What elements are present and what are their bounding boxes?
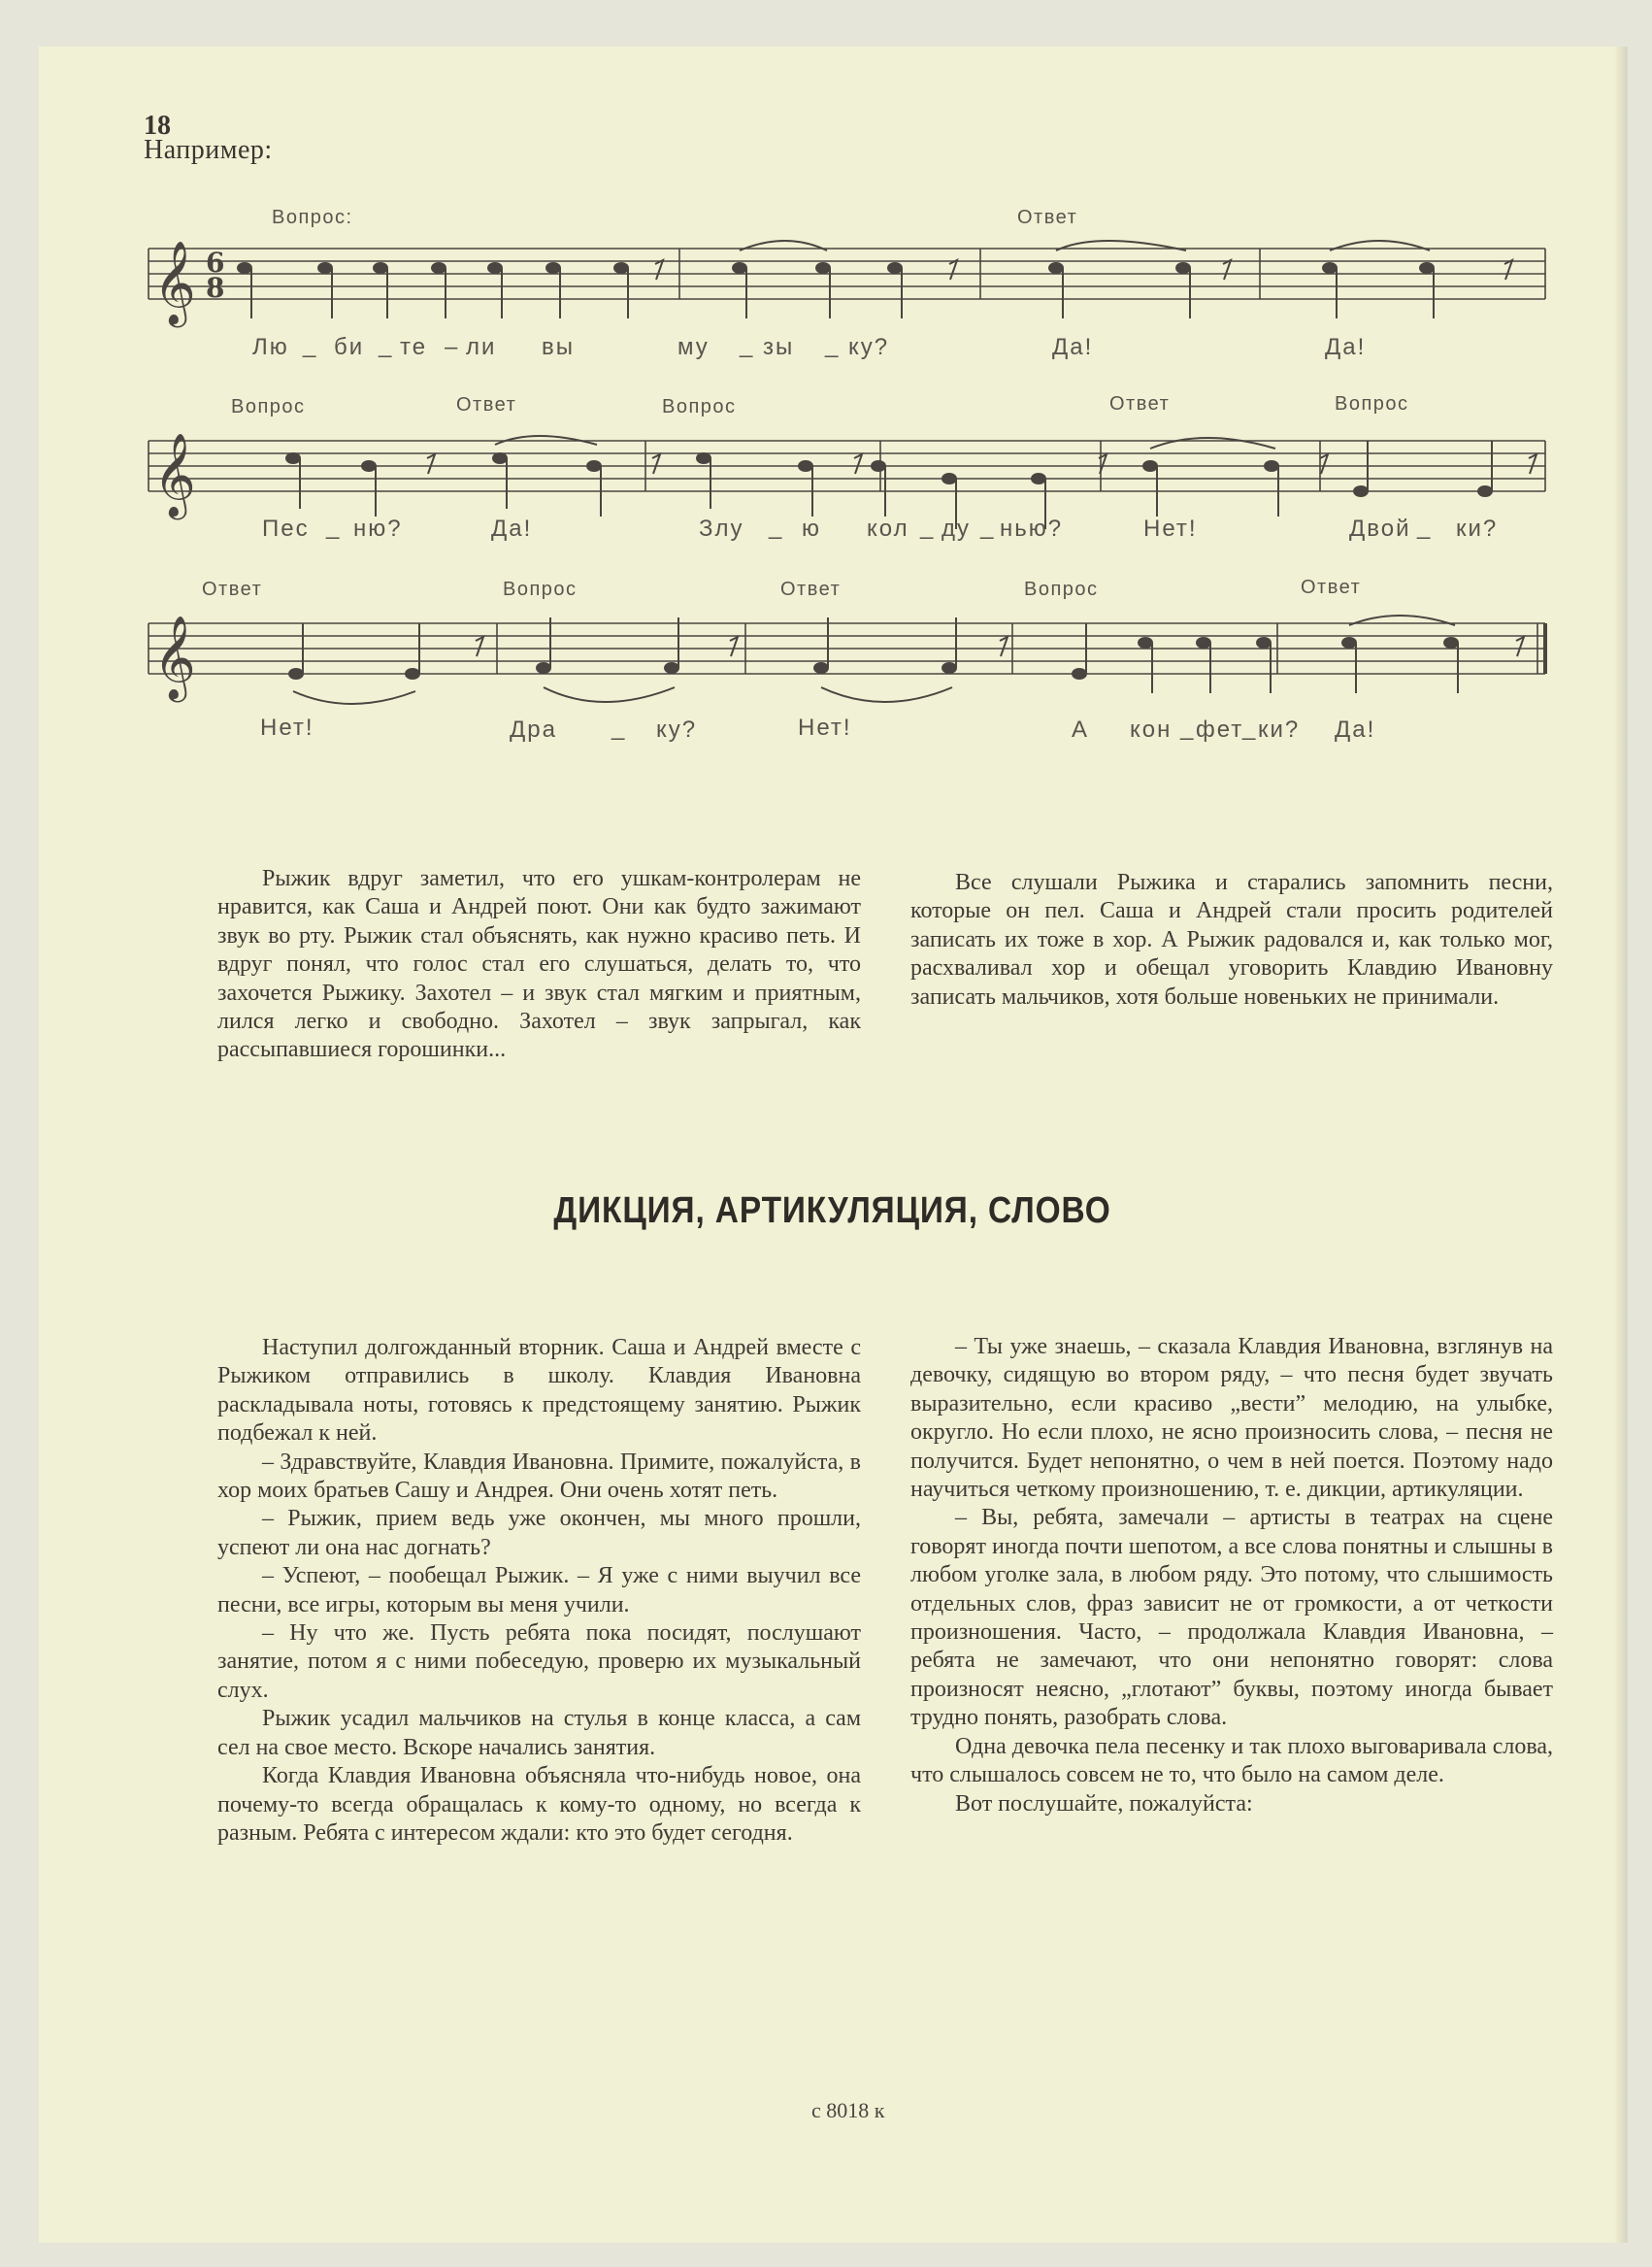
music-label: Вопрос: <box>272 207 353 228</box>
paragraph: – Вы, ребята, замечали – артисты в театрах на сцене говорят иногда почти шепотом, а все слова понятны и слышны в любом уголке зала, в любом ряду. Это потому, что слышимость отдельных слов, фраз зависит не от громкости, а от четкости произношения. Часто, – продолжала Клавдия Ивановна, – ребята не замечают, что они непонятно говорят: слова произносят неясно, „глотают” буквы, поэтому иногда бывает трудно понять, разобрать слова. <box>910 1505 1553 1731</box>
lyric: _ <box>379 332 394 358</box>
lyric: зы <box>763 334 795 360</box>
music-label: Вопрос <box>503 579 578 600</box>
music-label: Ответ <box>1017 207 1078 228</box>
lyric: ки? <box>1258 717 1301 743</box>
paragraph: Вот послушайте, пожалуйста: <box>955 1790 1253 1817</box>
lyric: _ <box>303 332 318 358</box>
lyric: _ <box>1417 514 1433 540</box>
lyric: – <box>445 334 460 360</box>
lyric: те <box>400 334 428 360</box>
lyric: _ <box>825 332 841 358</box>
lyric: Дра <box>510 717 557 743</box>
lyric: _ <box>920 514 936 540</box>
lyric: Да! <box>1052 334 1094 360</box>
staff-2 <box>149 441 1545 491</box>
lyric: ки? <box>1456 516 1499 542</box>
music-label: Вопрос <box>1024 579 1099 600</box>
lyric: ю <box>802 516 821 542</box>
print-code-footer: с 8018 к <box>811 2098 885 2122</box>
lyric: Лю <box>252 334 289 360</box>
lyric: _ <box>980 514 996 540</box>
lyric: Пес <box>262 516 310 542</box>
book-page <box>39 47 1626 2243</box>
music-label: Ответ <box>780 579 842 600</box>
rests <box>427 260 1536 656</box>
music-label: Вопрос <box>662 396 737 417</box>
paragraph: Одна девочка пела песенку и так плохо выговаривала слова, что слышалось совсем не то, что было на самом деле. <box>910 1733 1553 1788</box>
text-column-left-top <box>217 865 861 1065</box>
lyric: кон <box>1130 717 1173 743</box>
lyric: Злу <box>699 516 744 542</box>
section-heading: ДИКЦИЯ, АРТИКУЛЯЦИЯ, СЛОВО <box>553 1190 1111 1231</box>
lyric: ню? <box>353 516 403 542</box>
lyric: _ <box>326 514 342 540</box>
treble-clef-icon: 𝄞 <box>153 241 196 324</box>
music-label: Вопрос <box>1335 393 1409 415</box>
music-label: Ответ <box>202 579 263 600</box>
paragraph: Рыжик вдруг заметил, что его ушкам-контролерам не нравится, как Саша и Андрей поют. Они как будто зажимают звук во рту. Рыжик стал объяснять, как нужно красиво петь. И вдруг понял, что голос стал его слушаться, делать то, что захочется Рыжику. Захотел – и звук стал мягким и приятным, лился легко и свободно. Захотел – звук запрыгал, как рассыпавшиеся горошинки... <box>217 866 861 1063</box>
paragraph: Наступил долгожданный вторник. Саша и Андрей вместе с Рыжиком отправились в школу. Клавдия Ивановна раскладывала ноты, готовясь к предстоящему занятию. Рыжик подбежал к ней. <box>217 1335 861 1447</box>
paragraph: Все слушали Рыжика и старались запомнить песни, которые он пел. Саша и Андрей стали просить родителей записать их тоже в хор. А Рыжик радовался и, как только мог, расхваливал хор и обещал уговорить Клавдию Ивановну записать мальчиков, хотя больше новеньких не принимали. <box>910 870 1553 1010</box>
intro-line: Например: <box>144 135 273 165</box>
lyric: фет <box>1196 717 1244 743</box>
paragraph: Рыжик усадил мальчиков на стулья в конце класса, а сам сел на свое место. Вскоре начались занятия. <box>217 1706 861 1760</box>
lyric: ку? <box>656 717 698 743</box>
paragraph: Когда Клавдия Ивановна объясняла что-нибудь новое, она почему-то всегда обращалась к кому-то одному, но всегда к разным. Ребята с интересом ждали: кто это будет сегодня. <box>217 1763 861 1846</box>
lyric: Нет! <box>260 715 314 741</box>
lyric: _ <box>769 514 784 540</box>
music-label: Ответ <box>1109 393 1171 415</box>
staff-3 <box>149 623 1545 674</box>
text-column-right-top <box>910 869 1553 1012</box>
paragraph: – Здравствуйте, Клавдия Ивановна. Примите, пожалуйста, в хор моих братьев Сашу и Андрея. Они очень хотят петь. <box>217 1449 861 1504</box>
lyric: му <box>677 334 710 360</box>
lyric: нью? <box>1000 516 1064 542</box>
lyric: _ <box>740 332 755 358</box>
lyric: _ <box>1180 715 1196 741</box>
treble-clef-icon: 𝄞 <box>153 616 196 699</box>
treble-clef-icon: 𝄞 <box>153 433 196 517</box>
paragraph: – Ну что же. Пусть ребята пока посидят, послушают занятие, потом я с ними побеседую, проверю их музыкальный слух. <box>217 1620 861 1703</box>
lyric: ку? <box>848 334 890 360</box>
lyric: Нет! <box>798 715 852 741</box>
time-signature-icon: 6 <box>206 247 225 279</box>
lyric: Двой <box>1349 516 1411 542</box>
ties <box>293 241 1455 704</box>
music-label: Ответ <box>456 394 517 416</box>
lyric: Да! <box>1335 717 1376 743</box>
time-signature-icon: 8 <box>206 272 225 304</box>
notes-system-1 <box>238 263 1434 318</box>
music-label: Вопрос <box>231 396 306 417</box>
paragraph: – Успеют, – пообещал Рыжик. – Я уже с ними выучил все песни, все игры, которым вы меня учили. <box>217 1563 861 1617</box>
page-number: 18 <box>144 111 171 141</box>
notes-system-3 <box>289 617 1458 693</box>
treble-clef-icons <box>153 241 224 703</box>
lyric: кол <box>867 516 909 542</box>
music-label: Ответ <box>1301 577 1362 598</box>
lyric: ли <box>466 334 497 360</box>
lyric: Да! <box>1325 334 1367 360</box>
lyric: би <box>334 334 365 360</box>
lyric: _ <box>611 715 627 741</box>
lyric: вы <box>542 334 575 360</box>
paragraph: – Рыжик, прием ведь уже окончен, мы много прошли, успеют ли она нас догнать? <box>217 1506 861 1560</box>
lyric: _ <box>1242 715 1258 741</box>
lyric: ду <box>942 516 972 542</box>
lyric: Да! <box>491 516 533 542</box>
paragraph: – Ты уже знаешь, – сказала Клавдия Ивановна, взглянув на девочку, сидящую во втором ряду, – что песня будет звучать выразительно, если красиво „вести” мелодию, на улыбке, округло. Но если плохо, не ясно произносить слова, – песня не получится. Будет непонятно, о чем в ней поется. Поэтому надо научиться четкому произношению, т. е. дикции, артикуляции. <box>910 1334 1553 1503</box>
text-column-left <box>217 1334 861 1848</box>
text-column-right <box>910 1333 1553 1818</box>
lyric: А <box>1072 717 1090 743</box>
lyric: Нет! <box>1143 516 1198 542</box>
